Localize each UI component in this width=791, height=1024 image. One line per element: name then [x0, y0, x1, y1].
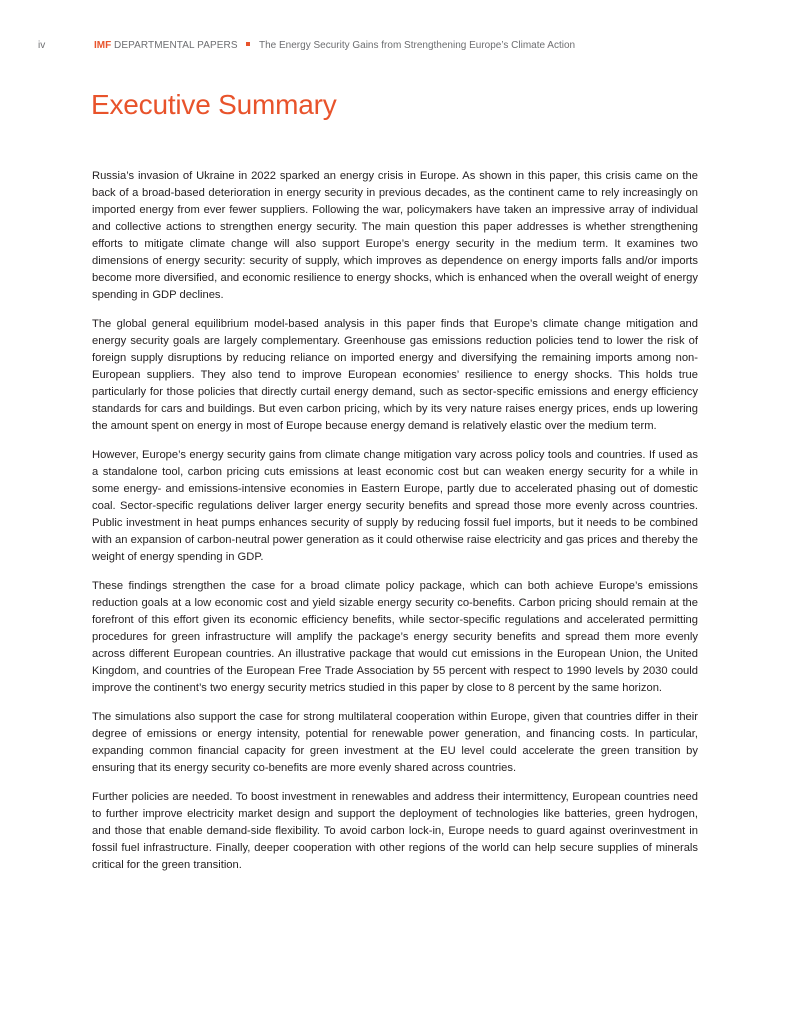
series-name: DEPARTMENTAL PAPERS — [114, 40, 238, 51]
page-title: Executive Summary — [91, 89, 337, 120]
separator-bullet-icon — [246, 42, 250, 46]
paragraph: The global general equilibrium model-based analysis in this paper finds that Europe’s climate change mitigation and energy security goals are largely complementary. Greenhouse gas emissions reduction policies tend to lower the risk of foreign supply disruptions by reducing reliance on imported energy and diversifying the remaining imports among non-European suppliers. They also tend to improve European economies’ resilience to energy shocks. This holds true particularly for those policies that directly curtail energy demand, such as sector-specific emissions and energy efficiency standards for cars and buildings. But even carbon pricing, which by its very nature raises energy prices, ends up lowering the amount spent on energy in most of Europe because energy demand is relatively elastic over the medium term. — [92, 318, 698, 432]
running-header — [38, 39, 771, 53]
page-number: iv — [38, 40, 46, 51]
body-text — [92, 168, 698, 886]
document-title: The Energy Security Gains from Strengthening Europe’s Climate Action — [259, 40, 576, 51]
paragraph: Russia’s invasion of Ukraine in 2022 sparked an energy crisis in Europe. As shown in this paper, this crisis came on the back of a broad-based deterioration in energy security in previous decades, as the continent came to rely increasingly on imported energy from ever fewer suppliers. Following the war, policymakers have taken an impressive array of individual and collective actions to strengthen energy security. The main question this paper addresses is whether strengthening efforts to mitigate climate change will also support Europe’s energy security in the medium term. It examines two dimensions of energy security: security of supply, which improves as dependence on energy imports falls and/or imports become more diversified, and economic resilience to energy shocks, which is enhanced when the overall weight of energy spending in GDP declines. — [92, 170, 698, 301]
running-title — [94, 39, 575, 53]
paragraph: The simulations also support the case for strong multilateral cooperation within Europe, given that countries differ in their degree of emissions or energy intensity, potential for renewable power generation, and financing costs. In particular, expanding common financial capacity for green investment at the EU level could accelerate the green transition by ensuring that its energy security co-benefits are more evenly shared across countries. — [92, 711, 698, 774]
paragraph: However, Europe’s energy security gains from climate change mitigation vary across policy tools and countries. If used as a standalone tool, carbon pricing cuts emissions at least economic cost but can weaken energy security for a while in some energy- and emissions-intensive economies in Eastern Europe, partly due to accelerated phasing out of domestic coal. Sector-specific regulations deliver larger energy security benefits and spread those more evenly across countries. Public investment in heat pumps enhances security of supply by reducing fossil fuel imports, but it needs to be combined with an expansion of carbon-neutral power generation as it could otherwise raise electricity and gas prices and thereby the weight of energy spending in GDP. — [92, 449, 698, 563]
org-name: IMF — [94, 40, 112, 51]
paragraph: Further policies are needed. To boost investment in renewables and address their intermittency, European countries need to further improve electricity market design and support the deployment of technologies like batteries, green hydrogen, and those that enable demand-side flexibility. To avoid carbon lock-in, Europe needs to guard against overinvestment in fossil fuel infrastructure. Finally, deeper cooperation with other regions of the world can help secure supplies of minerals critical for the green transition. — [92, 791, 698, 871]
paragraph: These findings strengthen the case for a broad climate policy package, which can both achieve Europe’s emissions reduction goals at a low economic cost and yield sizable energy security co-benefits. Carbon pricing should remain at the forefront of this effort given its economic efficiency benefits, while sector-specific regulations and accelerated permitting procedures for green infrastructure will amplify the package’s energy security benefits and spread them more evenly across different European countries. An illustrative package that would cut emissions in the European Union, the United Kingdom, and countries of the European Free Trade Association by 55 percent with respect to 1990 levels by 2030 could improve the continent’s two energy security metrics studied in this paper by close to 8 percent by the same horizon. — [92, 580, 698, 694]
